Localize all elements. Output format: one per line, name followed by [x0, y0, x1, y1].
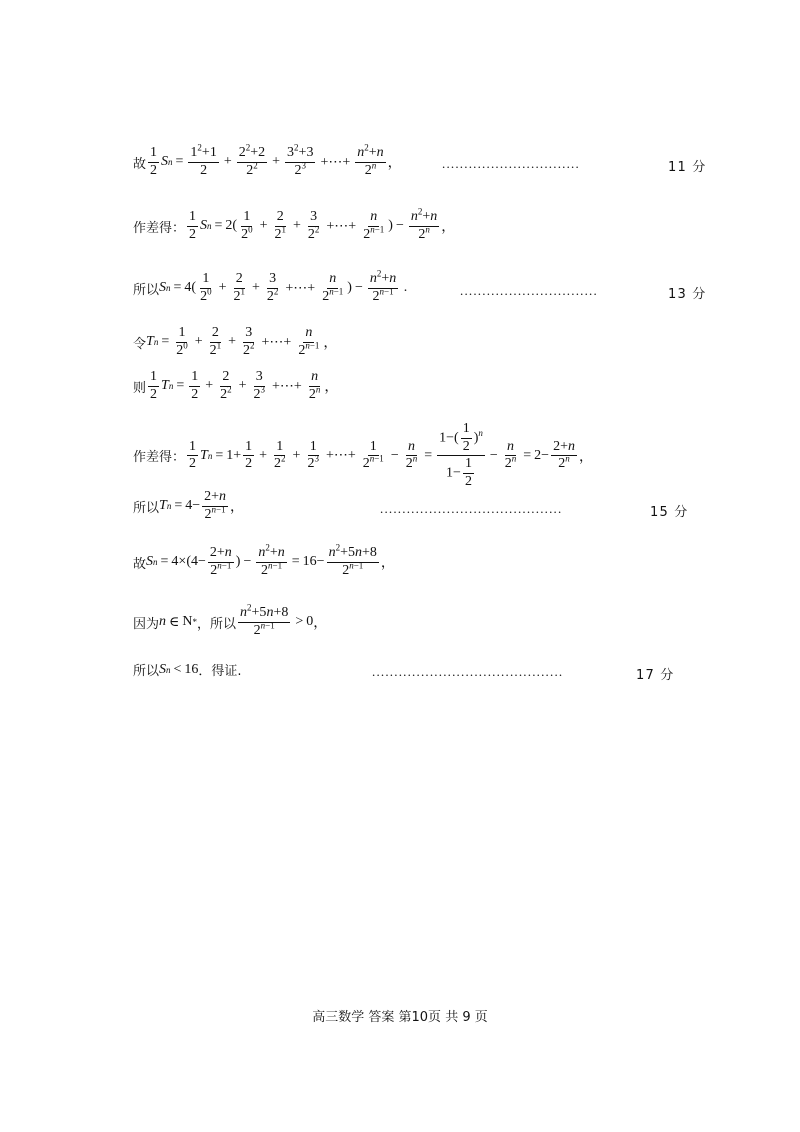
equation-sn-result: 故 S n = 4×(4− $\frac{2+n}{2^{n-1}}$ ) − $\frac{n^2+n}{2^{n-1}}$ = 16− $\frac{n^2+5n+8}{2^{n-1}}$ ， [133, 542, 395, 578]
equation-sn: 所以 S n = 4( $\frac{1}{2^0}$ + $\frac{2}{2^1}$ + $\frac{3}{2^2}$ +⋯+ $\frac{n}{2^{n-1}}$ ) − $\frac{n^2+n}{2^{n-1}}$ . [133, 268, 408, 304]
equation-difference-1: 作差得： $\frac{1}{2}$ S n = 2( $\frac{1}{2^0}$ + $\frac{2}{2^1}$ + $\frac{3}{2^2}$ +⋯+ $\frac{n}{2^{n-1}}$ ) − $\frac{n^2+n}{2^n}$ ， [133, 206, 456, 242]
lead-text: 令 [133, 336, 147, 352]
page-footer: 高三数学 答案 第10页 共 9 页 [312, 1010, 488, 1025]
score-label: 17 分 [636, 668, 675, 683]
lead-text: 则 [133, 380, 147, 396]
score-label: 11 分 [668, 160, 707, 175]
equation-conclusion: 所以 S n < 16 ．得证. [133, 661, 242, 679]
lead-text: 作差得： [133, 450, 186, 466]
equation-difference-2: 作差得： $\frac{1}{2}$ T n = 1+ $\frac{1}{2}$ + $\frac{1}{2^2}$ + $\frac{1}{2^3}$ +⋯+ $\frac{1}{2^{n-1}}$ − $\frac{n}{2^n}$ = 1−( $\frac{1}{2}$ )$^n$ 1− $\frac{1}{2}$ − $\frac{n}{2^n}$ = 2− $\frac{2+n}{2^n}$ ， [133, 421, 593, 490]
tail-text: ．得证. [198, 664, 242, 679]
lead-text: 所以 [133, 664, 160, 679]
equation-positive: 因为 n ∈ N * ，所以 $\frac{n^2+5n+8}{2^{n-1}}$ > 0 ， [133, 602, 328, 638]
score-label: 15 分 [650, 505, 689, 520]
lead-text: 作差得： [133, 220, 186, 236]
equation-half-tn: 则 $\frac{1}{2}$ T n = $\frac{1}{2}$ + $\frac{2}{2^2}$ + $\frac{3}{2^3}$ +⋯+ $\frac{n}{2^n}$ ， [133, 369, 339, 402]
mid-text: ，所以 [197, 616, 237, 632]
equation-tn-result: 所以 T n = 4− $\frac{2+n}{2^{n-1}}$ ， [133, 489, 245, 522]
lead-text: 故 [133, 156, 147, 172]
equation-tn-def: 令 T n = $\frac{1}{2^0}$ + $\frac{2}{2^1}$ + $\frac{3}{2^2}$ +⋯+ $\frac{n}{2^{n-1}}$ ， [133, 325, 338, 358]
score-dots: ............................... [442, 156, 580, 171]
equation-half-sn: 故 $\frac{1}{2}$ S n = $\frac{1^2+1}{2}$ + $\frac{2^2+2}{2^2}$ + $\frac{3^2+3}{2^3}$ +⋯+ $\frac{n^2+n}{2^n}$ ， [133, 142, 402, 178]
lead-text: 因为 [133, 616, 160, 632]
score-dots: ............................... [460, 283, 598, 298]
score-label: 13 分 [668, 287, 707, 302]
score-dots: ......................................... [380, 501, 563, 516]
lead-text: 所以 [133, 282, 160, 298]
lead-text: 所以 [133, 500, 160, 516]
score-dots: ........................................... [372, 664, 564, 679]
lead-text: 故 [133, 556, 147, 572]
